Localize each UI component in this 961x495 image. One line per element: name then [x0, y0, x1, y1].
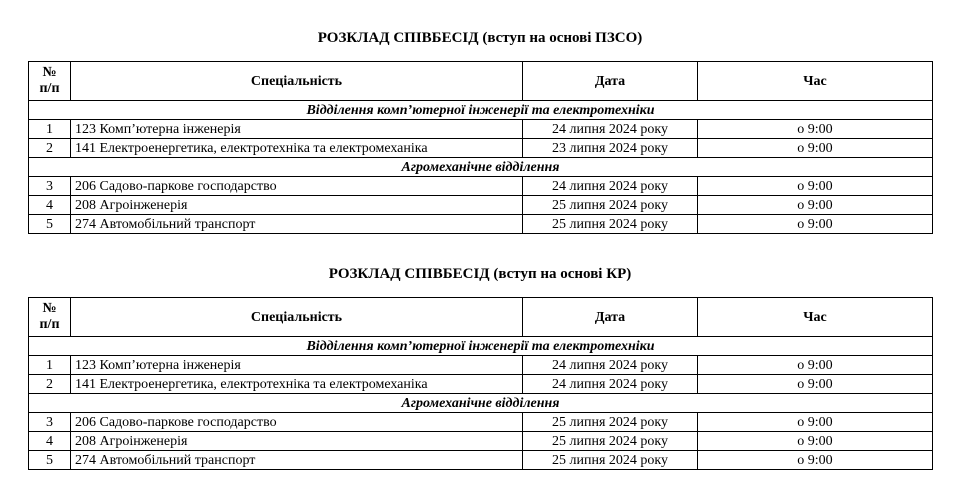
- row-date: 24 липня 2024 року: [523, 356, 698, 375]
- row-specialty: 123 Комп’ютерна інженерія: [71, 120, 523, 139]
- schedule-pzso: [28, 30, 932, 234]
- section-title: Агромеханічне відділення: [29, 158, 933, 177]
- row-time: о 9:00: [698, 356, 933, 375]
- row-number: 5: [29, 451, 71, 470]
- row-time: о 9:00: [698, 215, 933, 234]
- row-number: 2: [29, 375, 71, 394]
- header-row: [29, 62, 933, 101]
- row-date: 25 липня 2024 року: [523, 196, 698, 215]
- row-specialty: 123 Комп’ютерна інженерія: [71, 356, 523, 375]
- table-row: [29, 375, 933, 394]
- row-specialty: 274 Автомобільний транспорт: [71, 451, 523, 470]
- row-time: о 9:00: [698, 413, 933, 432]
- column-header-time: Час: [698, 62, 933, 101]
- row-time: о 9:00: [698, 451, 933, 470]
- schedule-kr: [28, 266, 932, 470]
- table-row: [29, 139, 933, 158]
- header-row: [29, 298, 933, 337]
- row-date: 24 липня 2024 року: [523, 177, 698, 196]
- row-number: 1: [29, 120, 71, 139]
- schedule-table: [28, 297, 933, 470]
- row-time: о 9:00: [698, 375, 933, 394]
- column-header-date: Дата: [523, 298, 698, 337]
- table-row: [29, 120, 933, 139]
- section-title: Відділення комп’ютерної інженерії та електротехніки: [29, 337, 933, 356]
- column-header-time: Час: [698, 298, 933, 337]
- table-row: [29, 196, 933, 215]
- row-time: о 9:00: [698, 432, 933, 451]
- section-row: [29, 394, 933, 413]
- row-date: 24 липня 2024 року: [523, 120, 698, 139]
- section-row: [29, 101, 933, 120]
- row-number: 3: [29, 177, 71, 196]
- row-date: 25 липня 2024 року: [523, 432, 698, 451]
- section-row: [29, 158, 933, 177]
- row-date: 23 липня 2024 року: [523, 139, 698, 158]
- column-header-number: № п/п: [29, 62, 71, 101]
- schedule-title: РОЗКЛАД СПІВБЕСІД (вступ на основі КР): [328, 266, 632, 282]
- table-row: [29, 432, 933, 451]
- table-row: [29, 413, 933, 432]
- row-time: о 9:00: [698, 139, 933, 158]
- row-date: 25 липня 2024 року: [523, 215, 698, 234]
- table-row: [29, 356, 933, 375]
- table-row: [29, 177, 933, 196]
- column-header-specialty: Спеціальність: [71, 62, 523, 101]
- row-date: 25 липня 2024 року: [523, 451, 698, 470]
- section-title: Відділення комп’ютерної інженерії та електротехніки: [29, 101, 933, 120]
- section-row: [29, 337, 933, 356]
- row-time: о 9:00: [698, 177, 933, 196]
- column-header-date: Дата: [523, 62, 698, 101]
- schedule-table: [28, 61, 933, 234]
- row-number: 3: [29, 413, 71, 432]
- row-number: 1: [29, 356, 71, 375]
- row-number: 5: [29, 215, 71, 234]
- row-specialty: 208 Агроінженерія: [71, 196, 523, 215]
- schedule-title: РОЗКЛАД СПІВБЕСІД (вступ на основі ПЗСО): [317, 30, 643, 46]
- row-date: 24 липня 2024 року: [523, 375, 698, 394]
- row-time: о 9:00: [698, 120, 933, 139]
- row-specialty: 141 Електроенергетика, електротехніка та електромеханіка: [71, 139, 523, 158]
- row-number: 4: [29, 196, 71, 215]
- row-specialty: 141 Електроенергетика, електротехніка та електромеханіка: [71, 375, 523, 394]
- row-number: 2: [29, 139, 71, 158]
- row-specialty: 206 Садово-паркове господарство: [71, 413, 523, 432]
- table-row: [29, 215, 933, 234]
- section-title: Агромеханічне відділення: [29, 394, 933, 413]
- row-specialty: 206 Садово-паркове господарство: [71, 177, 523, 196]
- row-number: 4: [29, 432, 71, 451]
- row-time: о 9:00: [698, 196, 933, 215]
- row-date: 25 липня 2024 року: [523, 413, 698, 432]
- row-specialty: 208 Агроінженерія: [71, 432, 523, 451]
- column-header-number: № п/п: [29, 298, 71, 337]
- row-specialty: 274 Автомобільний транспорт: [71, 215, 523, 234]
- column-header-specialty: Спеціальність: [71, 298, 523, 337]
- table-row: [29, 451, 933, 470]
